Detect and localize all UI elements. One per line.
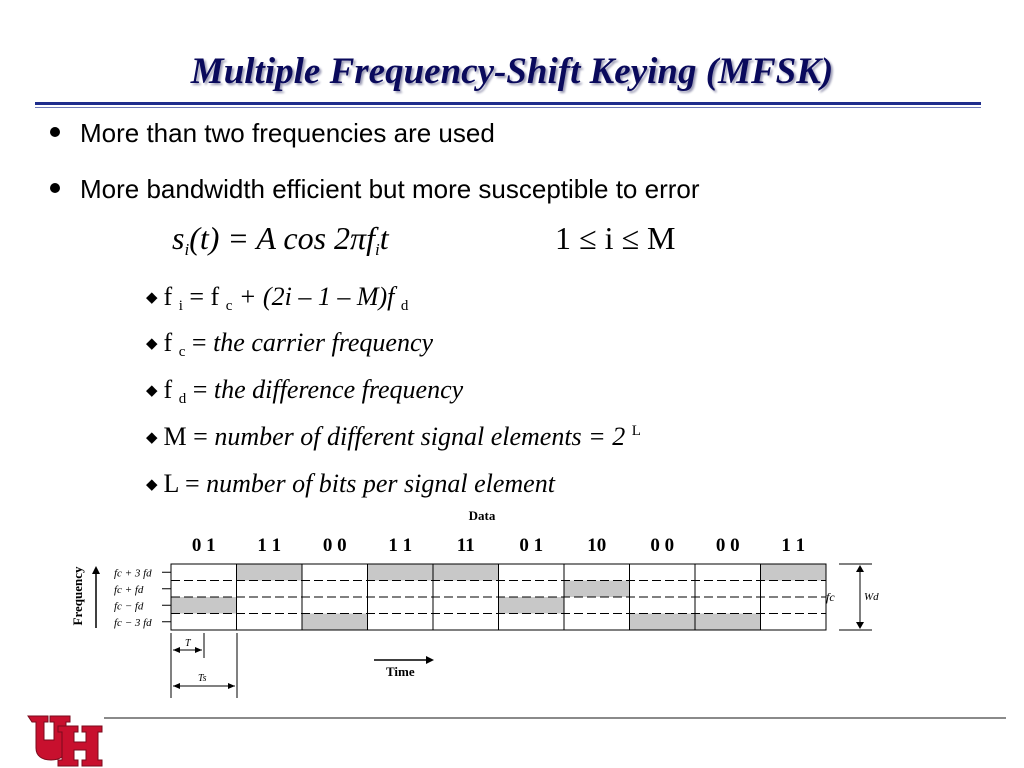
bit-label: 1 1	[257, 535, 282, 556]
bullet-item	[50, 118, 495, 149]
def-desc: number of bits per signal element	[206, 469, 555, 498]
bit-label: 11	[456, 535, 475, 556]
def-eq: =	[193, 422, 208, 451]
y-axis-label: Frequency	[70, 566, 85, 626]
def-rhs-sub2: d	[400, 298, 409, 314]
bit-label: 0 0	[650, 535, 675, 556]
frequency-cell	[302, 614, 368, 631]
bit-label: 0 0	[322, 535, 347, 556]
bullet-item	[50, 174, 700, 205]
diamond-bullet-icon: ◆	[146, 383, 158, 399]
def-rhs: = f	[189, 282, 220, 311]
def-rhs-tail: + (2i – 1 – M)f	[238, 282, 395, 311]
frequency-cell	[433, 564, 499, 581]
bullet-dot-icon	[50, 183, 60, 193]
t-arrowhead-left	[173, 647, 180, 653]
signal-formula	[172, 220, 676, 260]
t-label: T	[185, 638, 191, 649]
bit-label: 0 0	[715, 535, 740, 556]
frequency-cell	[761, 564, 827, 581]
def-symbol: f	[163, 282, 173, 311]
uh-logo	[26, 712, 104, 768]
def-eq: =	[191, 328, 207, 357]
definition-item	[146, 469, 555, 499]
footer-rule	[104, 717, 1006, 719]
frequency-label: fc + 3 fd	[114, 567, 152, 580]
def-sub: c	[178, 344, 186, 360]
def-sub: i	[178, 298, 183, 314]
bit-label: 10	[587, 535, 607, 556]
def-rhs-sub: c	[225, 298, 233, 314]
bit-label: 1 1	[781, 535, 806, 556]
def-eq: =	[184, 469, 200, 498]
y-axis-arrowhead	[92, 566, 100, 574]
formula-arg: (t) = A cos 2πf	[189, 220, 375, 256]
fc-label: fc	[826, 590, 835, 604]
frequency-cell	[630, 614, 696, 631]
frequency-label: fc + fd	[114, 583, 144, 596]
formula-range: 1 ≤ i ≤ M	[555, 220, 676, 256]
def-desc: the difference frequency	[213, 375, 464, 404]
formula-sub2: i	[374, 240, 380, 259]
formula-lhs: s	[172, 220, 185, 256]
frequency-cell	[695, 614, 761, 631]
def-symbol: M	[163, 422, 187, 451]
frequency-cell	[237, 564, 303, 581]
wd-label: Wd	[864, 591, 879, 603]
definition-item	[146, 282, 408, 315]
bit-label: 0 1	[519, 535, 544, 556]
frequency-label: fc − fd	[114, 600, 144, 613]
def-symbol: L	[163, 469, 179, 498]
title-rule-thin	[35, 107, 981, 108]
title-rule	[35, 102, 981, 105]
diamond-bullet-icon: ◆	[146, 430, 158, 446]
formula-tail: t	[379, 220, 389, 256]
def-sub: d	[178, 391, 187, 407]
bullet-dot-icon	[50, 127, 60, 137]
definition-item	[146, 422, 641, 452]
bit-label: 1 1	[388, 535, 413, 556]
def-desc: the carrier frequency	[213, 328, 434, 357]
def-desc: number of different signal elements = 2	[214, 422, 626, 451]
definition-item	[146, 375, 463, 408]
definition-item	[146, 328, 433, 361]
frequency-cell	[171, 597, 237, 614]
def-symbol: f	[163, 328, 173, 357]
frequency-cell	[564, 581, 630, 598]
bullet-text: More than two frequencies are used	[80, 118, 495, 148]
t-arrowhead-right	[195, 647, 202, 653]
wd-arrowhead-down	[856, 622, 864, 629]
bullet-text: More bandwidth efficient but more susceptible to error	[80, 174, 700, 204]
ts-label: Ts	[198, 673, 207, 684]
def-symbol: f	[163, 375, 173, 404]
def-eq: =	[192, 375, 208, 404]
frequency-cell	[368, 564, 434, 581]
mfsk-diagram	[64, 508, 894, 698]
bit-label: 0 1	[191, 535, 216, 556]
def-sup: L	[631, 423, 641, 439]
x-axis-label: Time	[386, 664, 415, 679]
time-arrowhead	[426, 656, 434, 664]
frequency-label: fc − 3 fd	[114, 616, 152, 629]
frequency-cell	[499, 597, 565, 614]
wd-arrowhead-up	[856, 565, 864, 572]
formula-sub: i	[184, 240, 190, 259]
diamond-bullet-icon: ◆	[146, 290, 158, 306]
diamond-bullet-icon: ◆	[146, 477, 158, 493]
diamond-bullet-icon: ◆	[146, 336, 158, 352]
slide-title: Multiple Frequency-Shift Keying (MFSK)	[190, 51, 834, 92]
ts-arrowhead-right	[228, 683, 235, 689]
ts-arrowhead-left	[173, 683, 180, 689]
data-label: Data	[468, 508, 496, 523]
